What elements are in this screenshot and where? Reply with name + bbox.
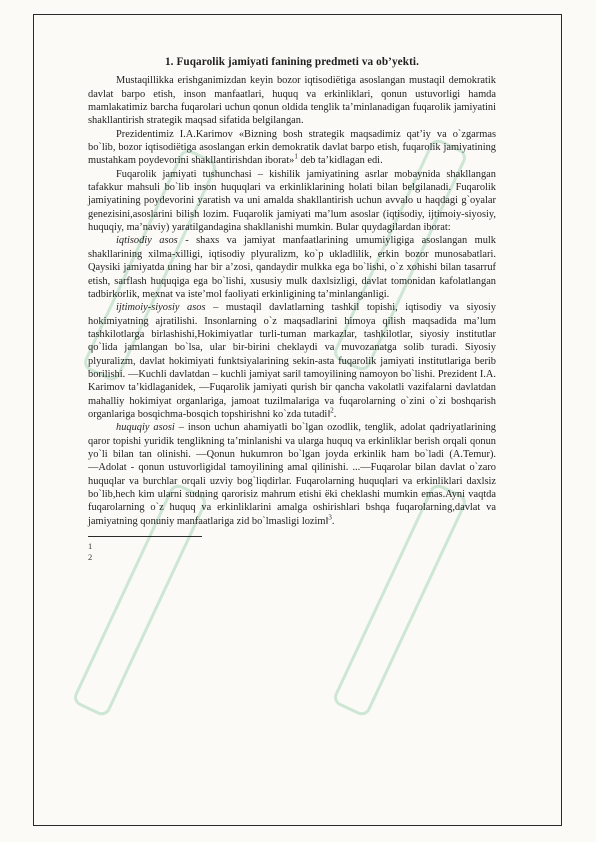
footnote-divider <box>88 536 202 537</box>
paragraph-legal-tail: . <box>331 515 335 527</box>
paragraph-legal-text: – inson uchun ahamiyatli bo`lgan ozodlik, tenglik, adolat qadriyatlarining qaror topishi yuridik tenglikning ta’minlanishi va ularga huquq va erkinliklar berish orqali qonun yo`li bilan tan olinishi. ―Qonun hukumron bo`lgan joyda erkinlik ham bo`ladi (A.Temur). ―Adolat - qonun ustuvorligidal tamoyilining amal qilinishi. ...―Fuqarolar bilan davlat o`zaro huquqlar va burchlar orqali uzviy bog`liqdirlar. Fuqarolarning huquqlari va erkinliklari daxlsiz bo`lib,hech kim ularni sudning qarorisiz mahrum etishi ёki cheklashi mumkin emas.Ayni vaqtda fuqarolarning o`z huquq va erkinliklarini amalga oshirishlari bshqa fuqarolarning,davlat va jamiyatning qonuniy manfaatlariga zid bo`lmasligi lozim‖ <box>88 422 496 527</box>
paragraph-2-text: Prezidentimiz I.A.Karimov «Bizning bosh strategik maqsadimiz qat’iy va o`zgarmas bo`lib, bozor iqtisodiёtiga asoslangan erkin demokratik davlat barpo etish, fuqarolik jamiyatining mustahkam poydevorini shakllantirishdan iborat» <box>88 128 496 167</box>
footnote-ref-3: 3 <box>328 513 332 522</box>
term-legal-basis: huquqiy asosi <box>116 422 175 434</box>
footnote-1: 1 <box>88 541 93 552</box>
paragraph-2 <box>88 128 496 168</box>
paragraph-economic <box>88 234 496 301</box>
paragraph-3 <box>88 168 496 235</box>
term-socio-political-basis: ijtimoiy-siyosiy asos <box>116 302 206 314</box>
footnote-2: 2 <box>88 552 93 563</box>
footnote-ref-1: 1 <box>294 152 298 161</box>
document-body <box>88 56 496 563</box>
footnote-ref-2: 2 <box>330 406 334 415</box>
paragraph-socio-political-tail: . <box>333 408 337 420</box>
paragraph-economic-text: - shaxs va jamiyat manfaatlarining umumiyligiga asoslangan mulk shakllarining xilma-xilligi, iqtisodiy plyuralizm, ko`p ukladlilik, erkin bozor munosabatlari. Qaysiki jamiyatda uning har bir a’zosi, qandaydir mulkka ega bo`lishi, o`z xohishi bilan tasarruf etish, sarflash huquqiga ega bo`lishi, xususiy mulk daxlsizligi, davlat tomonidan kafolatlangan tadbirkorlik, mexnat va iste’mol faoliyati erkinligining ta’minlanganligi. <box>88 235 496 300</box>
paragraph-1-text: Mustaqillikka erishganimizdan keyin bozor iqtisodiёtiga asoslangan mustaqil demokratik davlat barpo etish, inson manfaatlari, huquq va erkinliklari, qonun ustuvorligi hamda mamlakatimiz barcha fuqarolari uchun qonun oldida tenglik ta’minlanadigan fuqarolik jamiyatini shakllantirish strategik maqsad sifatida belgilangan. <box>88 75 496 127</box>
paragraph-legal <box>88 421 496 528</box>
paragraph-1 <box>88 74 496 127</box>
term-economic-basis: iqtisodiy asos <box>116 235 178 247</box>
page-title: 1. Fuqarolik jamiyati fanining predmeti va ob’yekti. <box>164 56 420 68</box>
paragraph-2-tail: deb ta’kidlagan edi. <box>297 155 383 167</box>
paragraph-socio-political <box>88 301 496 421</box>
paragraph-socio-political-text: – mustaqil davlatlarning tashkil topishi, iqtisodiy va siyosiy hokimiyatning ajratilishi. Insonlarning o`z maqsadlarini himoya qilish maqsadida ma’lum tashkilotlarga birlashishi,Hokimiyatlar turli-tuman markazlar, tashkilotlar, siyosiy institutlar qo`lida jamlangan bo`lsa, ular bir-birini cheklaydi va muvozanatga solib turadi. Siyosiy plyuralizm, davlat hokimiyati funktsiyalarining sekin-asta fuqarolik jamiyati institutlariga berib borilishi. ―Kuchli davlatdan – kuchli jamiyat sari‖ tamoyilining namoyon bo`lishi. Prezident I.A. Karimov ta’kidlaganidek, ―Fuqarolik jamiyati qurish bir qancha vakolatli vazifalarni davlatdan mahalliy hokimiyat organlariga, jamoat tuzilmalariga va fuqarolarning o`zini o`zi boshqarish organlariga bosqichma-bosqich topshirishni ko`zda tutadi‖ <box>88 302 497 420</box>
paragraph-3-text: Fuqarolik jamiyati tushunchasi – kishilik jamiyatining asrlar mobaynida shakllangan tafakkur mahsuli bo`lib inson huquqlari va erkinliklarining holati bilan belgilanadi. Fuqarolik jamiyatining poydevorini yaratish va uni amalda shakllantirish uchun avvalo u haqdagi g`oyalar genezisini,asoslarini bilish lozim. Fuqarolik jamiyati ma’lum asoslar (iqtisodiy, ijtimoiy-siyosiy, huquqiy, ma’naviy) yaratilgandagina shakllanishi mumkin. Bular quydagilardan iborat: <box>88 168 496 234</box>
